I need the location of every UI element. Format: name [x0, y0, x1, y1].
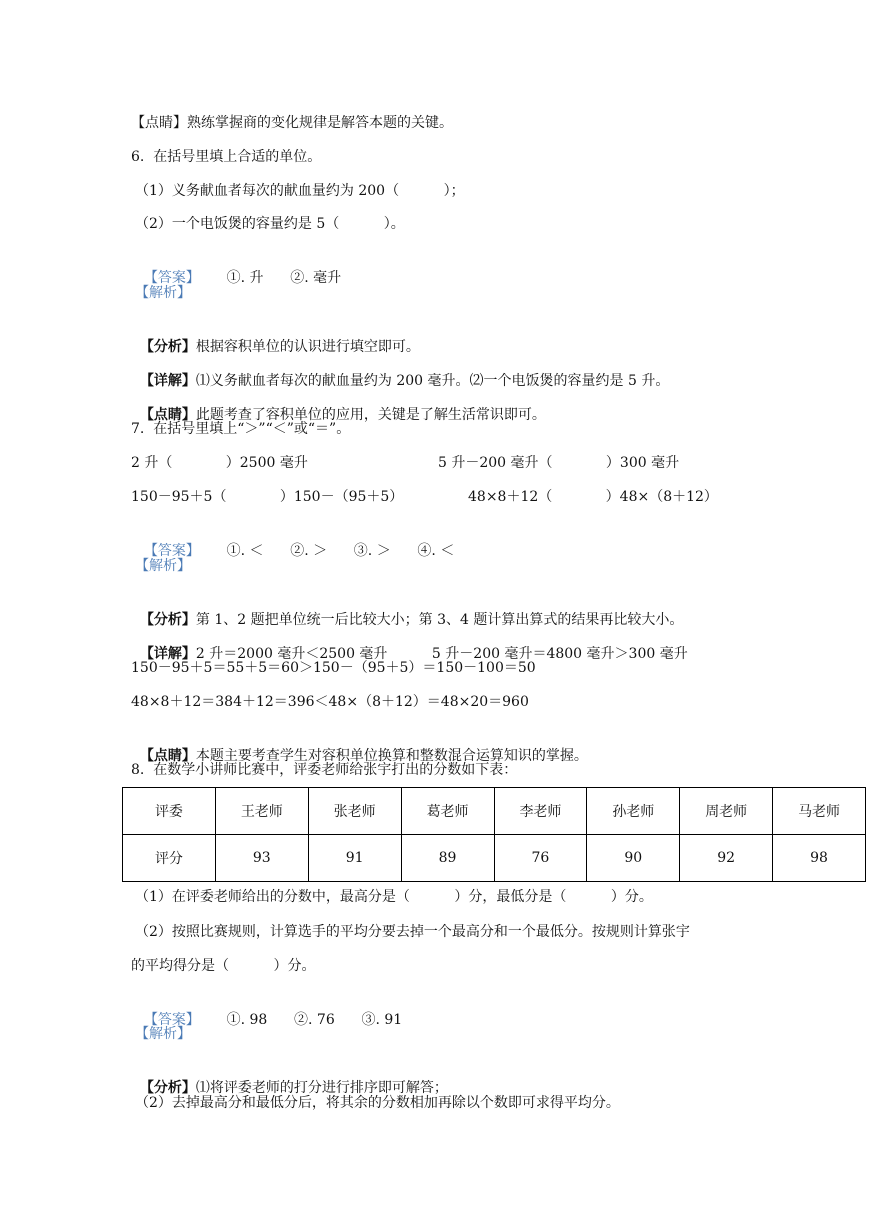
q7-fenxi-tag: 【分析】 [139, 612, 196, 628]
q6-jiexi: 【解析】 [135, 285, 191, 301]
q7-row2-right: 48×8＋12（ ）48×（8＋12） [468, 489, 718, 505]
q7-answer-tag: 【答案】 [143, 543, 200, 559]
q7-fenxi: 第 1、2 题把单位统一后比较大小；第 3、4 题计算出算式的结果再比较大小。 [195, 612, 684, 628]
q8-sub1: （1）在评委老师给出的分数中，最高分是（ ）分，最低分是（ ）分。 [135, 889, 653, 905]
table-cell: 98 [773, 835, 866, 882]
q8-title: 8. 在数学小讲师比赛中，评委老师给张宇打出的分数如下表： [131, 762, 518, 778]
q6-dianjing-tag: 【点睛】 [139, 407, 196, 423]
q8-answer-tag: 【答案】 [143, 1012, 200, 1028]
q6-xiangjie: ⑴义务献血者每次的献血量约为 200 毫升。⑵一个电饭煲的容量约是 5 升。 [195, 373, 670, 389]
q8-sub2b: 的平均得分是（ ）分。 [131, 958, 316, 974]
q8-fenxi-row [131, 1058, 448, 1098]
table-cell: 张老师 [308, 788, 401, 835]
q7-xiangjie2: 150－95＋5＝55＋5＝60＞150－（95＋5）＝150－100＝50 [131, 660, 536, 676]
q7-xiangjie-tag: 【详解】 [139, 646, 196, 662]
table-cell: 葛老师 [401, 788, 494, 835]
table-cell: 李老师 [494, 788, 587, 835]
q6-answer-row [135, 248, 341, 288]
q7-xiangjie3: 48×8＋12＝384＋12＝396＜48×（8＋12）＝48×20＝960 [131, 694, 529, 710]
table-cell: 周老师 [680, 788, 773, 835]
q7-row1-right: 5 升－200 毫升（ ）300 毫升 [438, 455, 680, 471]
q8-sub2a: （2）按照比赛规则，计算选手的平均分要去掉一个最高分和一个最低分。按规则计算张宇 [135, 924, 690, 940]
q6-answer-tag: 【答案】 [143, 270, 200, 286]
table-cell: 93 [215, 835, 308, 882]
q7-answer-row [135, 521, 454, 561]
q7-xiangjie1: 2 升＝2000 毫升＜2500 毫升 5 升－200 毫升＝4800 毫升＞300 毫升 [195, 646, 688, 662]
q7-row1-left: 2 升（ ）2500 毫升 [131, 455, 308, 471]
table-cell: 评委 [123, 788, 216, 835]
table-header-row [123, 788, 866, 835]
table-cell: 马老师 [773, 788, 866, 835]
table-cell: 92 [680, 835, 773, 882]
q5-dianjing: 【点睛】熟练掌握商的变化规律是解答本题的关键。 [131, 115, 453, 131]
q8-jiexi: 【解析】 [135, 1026, 191, 1042]
q6-fenxi: 根据容积单位的认识进行填空即可。 [195, 339, 420, 355]
q6-title: 6. 在括号里填上合适的单位。 [131, 149, 322, 165]
q7-dianjing: 本题主要考查学生对容积单位换算和整数混合运算知识的掌握。 [195, 748, 588, 764]
q8-fenxi: ⑴将评委老师的打分进行排序即可解答； [195, 1080, 448, 1096]
q7-answer: ①. ＜ ②. ＞ ③. ＞ ④. ＜ [226, 543, 455, 559]
q6-dianjing: 此题考查了容积单位的应用，关键是了解生活常识即可。 [195, 407, 546, 423]
table-row [123, 835, 866, 882]
table-cell: 90 [587, 835, 680, 882]
q6-fenxi-tag: 【分析】 [139, 339, 196, 355]
q6-sub2: （2）一个电饭煲的容量约是 5（ ）。 [135, 216, 405, 232]
table-cell: 孙老师 [587, 788, 680, 835]
score-table [122, 787, 866, 882]
q7-dianjing-tag: 【点睛】 [139, 748, 196, 764]
q8-fenxi2: （2）去掉最高分和最低分后，将其余的分数相加再除以个数即可求得平均分。 [135, 1095, 620, 1111]
q7-row2-left: 150－95＋5（ ）150－（95＋5） [131, 489, 404, 505]
q8-fenxi-tag: 【分析】 [139, 1080, 196, 1096]
table-cell: 91 [308, 835, 401, 882]
table-cell: 89 [401, 835, 494, 882]
q6-answer: ①. 升 ②. 毫升 [226, 270, 342, 286]
table-cell: 评分 [123, 835, 216, 882]
q8-answer: ①. 98 ②. 76 ③. 91 [226, 1012, 403, 1028]
table-cell: 王老师 [215, 788, 308, 835]
table-cell: 76 [494, 835, 587, 882]
q6-xiangjie-tag: 【详解】 [139, 373, 196, 389]
q7-jiexi: 【解析】 [135, 558, 191, 574]
q7-title: 7. 在括号里填上“＞”“＜”或“＝”。 [131, 421, 351, 437]
q6-sub1: （1）义务献血者每次的献血量约为 200（ ）； [135, 183, 465, 199]
